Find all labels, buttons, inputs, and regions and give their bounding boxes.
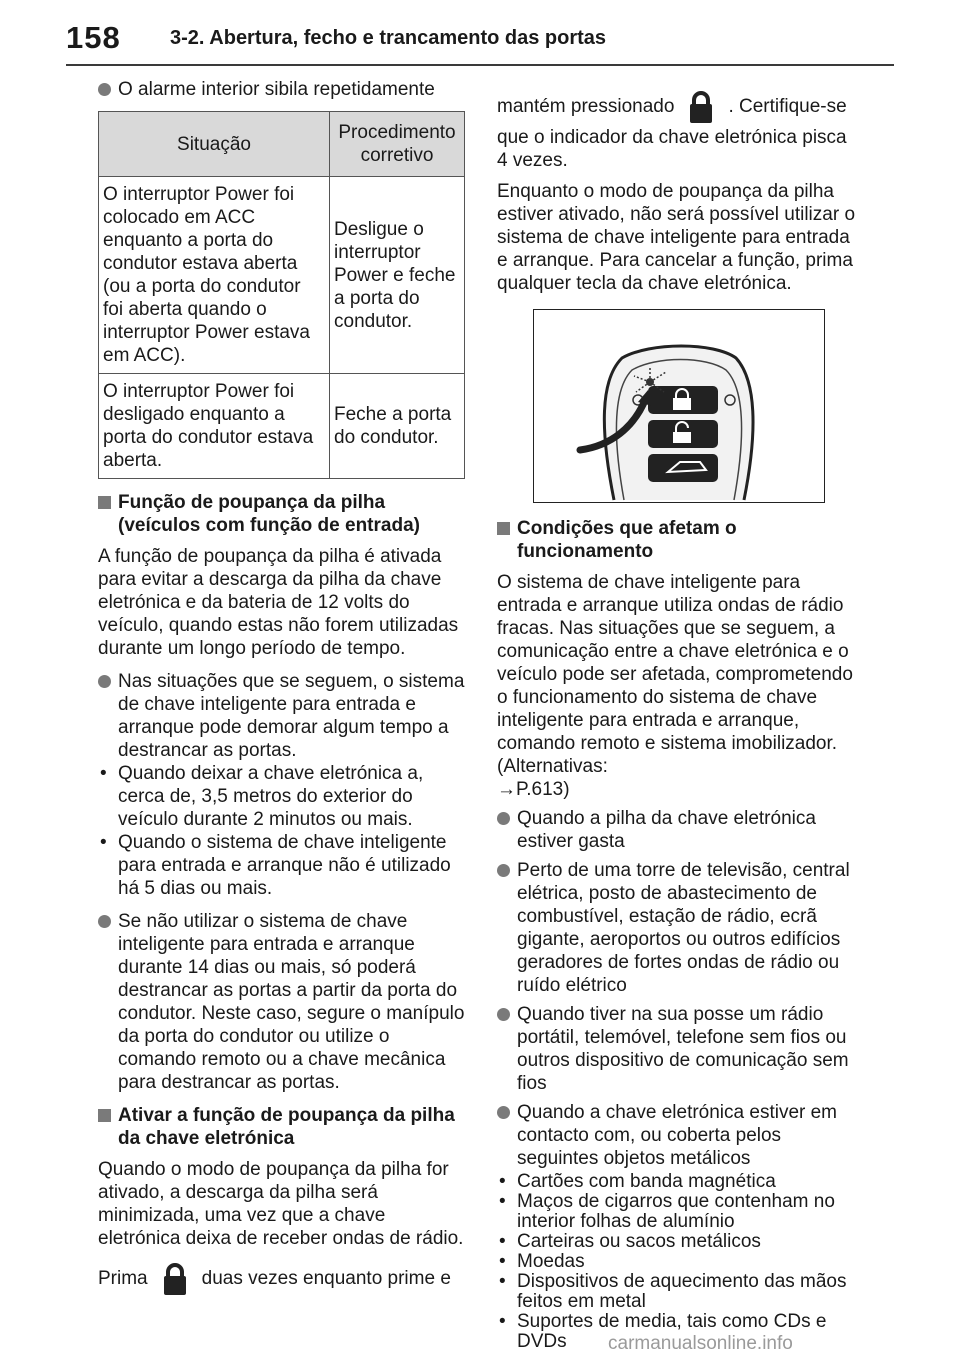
delay-sublist — [98, 762, 468, 900]
list-item: • Quando deixar a chave eletrónica a, cerca de, 3,5 metros do exterior do veículo durante 2 minutos ou mais. — [98, 762, 468, 831]
table-cell-situation: O interruptor Power foi desligado enquanto a porta do condutor estava aberta. — [99, 374, 330, 479]
list-item: • Carteiras ou sacos metálicos — [497, 1232, 862, 1252]
situation-table — [98, 111, 465, 479]
para-battery-saving: A função de poupança da pilha é ativada para evitar a descarga da pilha da chave eletrónica e da bateria de 12 volts do veículo, quando estas não forem utilizadas durante um longo período de tempo. — [98, 546, 459, 659]
section-title: 3-2. Abertura, fecho e trancamento das portas — [170, 27, 607, 49]
page-number: 158 — [66, 20, 121, 55]
page-reference-link[interactable]: →P.613) — [497, 779, 570, 800]
table-header-procedure: Procedimento corretivo — [330, 112, 465, 177]
key-fob-illustration — [533, 309, 825, 503]
bullet-battery-flat: Quando a pilha da chave eletrónica estiver gasta — [497, 807, 862, 853]
list-item: • Maços de cigarros que contenham no interior folhas de alumínio — [497, 1192, 862, 1232]
para-conditions: O sistema de chave inteligente para entrada e arranque utiliza ondas de rádio fracas. Nas situações que se seguem, a comunicação entre a chave eletrónica e o veículo pode ser afetada, comprometendo o funcionamento do sistema de chave inteligente para entrada e arranque, comando remoto e sistema imobilizador. (Alternativas: →P.613) — [497, 572, 853, 800]
table-cell-situation: O interruptor Power foi colocado em ACC enquanto a porta do condutor estava aberta (ou a porta do condutor foi aberta quando o interruptor Power estava em ACC). — [99, 177, 330, 374]
header-divider — [66, 64, 894, 66]
heading-activate: Ativar a função de poupança da pilha da chave eletrónica — [98, 1104, 468, 1150]
table-row — [99, 177, 465, 374]
bullet-14-days: Se não utilizar o sistema de chave inteligente para entrada e arranque durante 14 dias ou mais, só poderá destrancar as portas a partir da porta do condutor. Neste caso, segure o manípulo da porta do condutor ou utilize o comando remoto ou a chave mecânica para destrancar as portas. — [98, 910, 468, 1094]
list-item: • Cartões com banda magnética — [497, 1172, 862, 1192]
bullet-alarm: O alarme interior sibila repetidamente — [98, 78, 468, 101]
lock-icon — [682, 88, 720, 126]
heading-battery-saving: Função de poupança da pilha (veículos com função de entrada) — [98, 491, 468, 537]
keep-instruction: mantém pressionado . Certifique-se que o indicador da chave eletrónica pisca 4 vezes. — [497, 88, 862, 172]
press-instruction: Prima duas vezes enquanto prime e — [98, 1260, 468, 1298]
bullet-metal: Quando a chave eletrónica estiver em contacto com, ou coberta pelos seguintes objetos metálicos — [497, 1101, 862, 1170]
right-column — [497, 88, 862, 1362]
bullet-delay: Nas situações que se seguem, o sistema de chave inteligente para entrada e arranque pode demorar algum tempo a destrancar as portas. — [98, 670, 468, 762]
page-header — [0, 0, 960, 66]
list-item: • Suportes de media, tais como CDs e DVDs — [497, 1312, 862, 1352]
table-header-situation: Situação — [99, 112, 330, 177]
para-activate: Quando o modo de poupança da pilha for ativado, a descarga da pilha será minimizada, uma vez que a chave eletrónica deixa de receber ondas de rádio. — [98, 1159, 464, 1249]
bullet-devices: Quando tiver na sua posse um rádio portátil, telemóvel, telefone sem fios ou outros dispositivo de comunicação sem fios — [497, 1003, 862, 1095]
metal-items-list — [497, 1172, 862, 1352]
list-item: • Dispositivos de aquecimento das mãos feitos em metal — [497, 1272, 862, 1312]
table-row — [99, 374, 465, 479]
table-cell-procedure: Feche a porta do condutor. — [330, 374, 465, 479]
table-cell-procedure: Desligue o interruptor Power e feche a porta do condutor. — [330, 177, 465, 374]
left-column — [98, 78, 468, 1308]
bullet-radio-towers: Perto de uma torre de televisão, central elétrica, posto de abastecimento de combustível, estação de rádio, ecrã gigante, aeroportos ou outros edifícios geradores de fortes ondas de rádio ou ruído elétrico — [497, 859, 862, 997]
list-item: • Moedas — [497, 1252, 862, 1272]
watermark: carmanualsonline.info — [608, 1333, 793, 1354]
list-item: • Quando o sistema de chave inteligente para entrada e arranque não é utilizado há 5 dias ou mais. — [98, 831, 468, 900]
para-saving-mode: Enquanto o modo de poupança da pilha estiver ativado, não será possível utilizar o sistema de chave inteligente para entrada e arranque. Para cancelar a função, prima qualquer tecla da chave eletrónica. — [497, 181, 856, 294]
heading-conditions: Condições que afetam o funcionamento — [497, 517, 862, 563]
lock-icon — [156, 1260, 194, 1298]
